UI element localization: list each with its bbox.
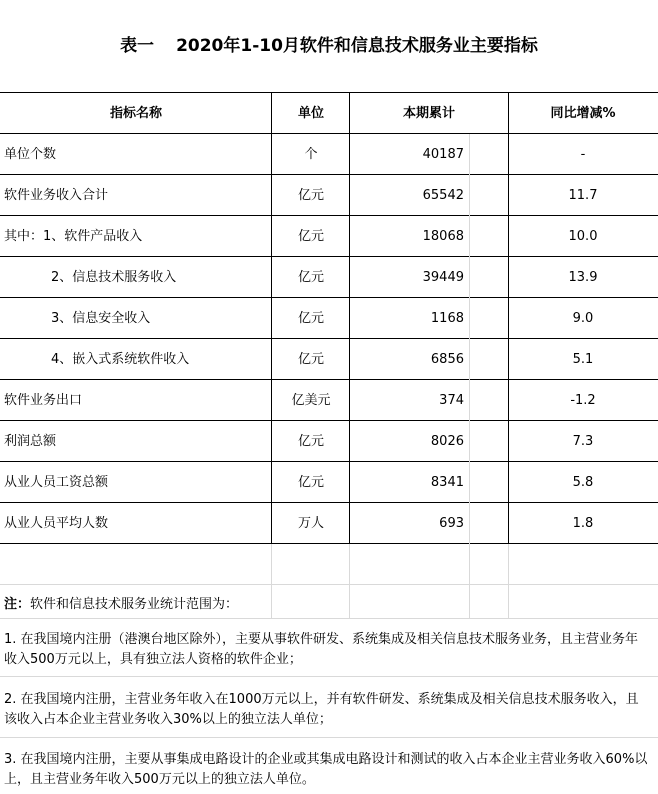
indicator-change: - xyxy=(580,147,586,162)
indicator-unit: 个 xyxy=(304,147,318,162)
table-row xyxy=(0,216,658,257)
indicator-unit: 亿元 xyxy=(297,270,324,285)
indicator-value: 8026 xyxy=(430,434,464,449)
indicator-name: 软件业务出口 xyxy=(4,393,83,408)
indicator-unit: 万人 xyxy=(297,516,324,531)
header-value: 本期累计 xyxy=(402,106,455,121)
note-item: 1. 在我国境内注册（港澳台地区除外），主要从事软件研发、系统集成及相关信息技术服务业务，且主营业务年收入500万元以上，具有独立法人资格的软件企业； xyxy=(4,632,639,667)
indicator-unit: 亿元 xyxy=(297,188,324,203)
header-unit: 单位 xyxy=(297,106,324,121)
indicator-value: 1168 xyxy=(430,311,464,326)
table-row xyxy=(0,462,658,503)
indicator-name: 单位个数 xyxy=(4,147,57,162)
sheet-gridline xyxy=(0,676,658,677)
indicator-change: 9.0 xyxy=(572,311,594,326)
indicator-name: 利润总额 xyxy=(4,434,57,449)
sheet-gridline xyxy=(0,737,658,738)
indicator-value: 65542 xyxy=(422,188,464,203)
note-item: 3. 在我国境内注册，主要从事集成电路设计的企业或其集成电路设计和测试的收入占本企业主营业务收入60%以上，且主营业务年收入500万元以上的独立法人单位。 xyxy=(4,752,648,787)
table-row xyxy=(0,298,658,339)
sheet-gridline xyxy=(469,544,470,619)
indicator-value: 374 xyxy=(439,393,464,408)
table-row xyxy=(0,134,658,175)
table-row xyxy=(0,421,658,462)
table-title: 2020年1-10月软件和信息技术服务业主要指标 xyxy=(176,36,538,56)
header-name: 指标名称 xyxy=(109,106,162,121)
sheet-gridline xyxy=(0,584,658,585)
indicator-name: 从业人员工资总额 xyxy=(4,475,109,490)
indicator-unit: 亿美元 xyxy=(291,393,331,408)
indicator-unit: 亿元 xyxy=(297,434,324,449)
indicator-name: 从业人员平均人数 xyxy=(4,516,109,531)
indicator-name: 4、嵌入式系统软件收入 xyxy=(51,352,190,367)
indicator-name: 其中：1、软件产品收入 xyxy=(4,229,143,244)
table-row xyxy=(0,380,658,421)
indicator-value: 40187 xyxy=(422,147,464,162)
indicator-change: 11.7 xyxy=(568,188,598,203)
table-header xyxy=(0,93,658,134)
table-row xyxy=(0,339,658,380)
note-item: 2. 在我国境内注册，主营业务年收入在1000万元以上，并有软件研发、系统集成及相关信息技术服务收入，且该收入占本企业主营业务收入30%以上的独立法人单位； xyxy=(4,692,639,727)
indicator-change: 10.0 xyxy=(568,229,598,244)
indicator-unit: 亿元 xyxy=(297,229,324,244)
table-row xyxy=(0,257,658,298)
notes-label: 注： xyxy=(4,597,31,612)
indicator-change: 7.3 xyxy=(572,434,594,449)
table-row xyxy=(0,175,658,216)
page-title xyxy=(0,33,658,59)
header-change: 同比增减% xyxy=(550,106,616,121)
sheet-gridline xyxy=(271,544,272,619)
indicator-name: 软件业务收入合计 xyxy=(4,188,109,203)
indicator-value: 6856 xyxy=(430,352,464,367)
indicator-change: 13.9 xyxy=(568,270,598,285)
indicator-value: 8341 xyxy=(430,475,464,490)
indicator-change: 5.1 xyxy=(572,352,594,367)
sheet-gridline xyxy=(349,544,350,619)
indicator-name: 3、信息安全收入 xyxy=(51,311,151,326)
indicator-change: -1.2 xyxy=(570,393,596,408)
indicator-change: 1.8 xyxy=(572,516,594,531)
indicator-unit: 亿元 xyxy=(297,475,324,490)
indicator-unit: 亿元 xyxy=(297,352,324,367)
notes-intro: 软件和信息技术服务业统计范围为： xyxy=(30,597,239,612)
indicator-value: 693 xyxy=(439,516,464,531)
notes-heading xyxy=(4,595,238,615)
table-number: 表一 xyxy=(120,36,155,56)
indicator-change: 5.8 xyxy=(572,475,594,490)
indicator-name: 2、信息技术服务收入 xyxy=(51,270,177,285)
sheet-gridline xyxy=(0,618,658,619)
indicator-value: 39449 xyxy=(422,270,464,285)
table-row xyxy=(0,503,658,544)
sheet-gridline xyxy=(508,544,509,619)
indicator-value: 18068 xyxy=(422,229,464,244)
indicator-unit: 亿元 xyxy=(297,311,324,326)
